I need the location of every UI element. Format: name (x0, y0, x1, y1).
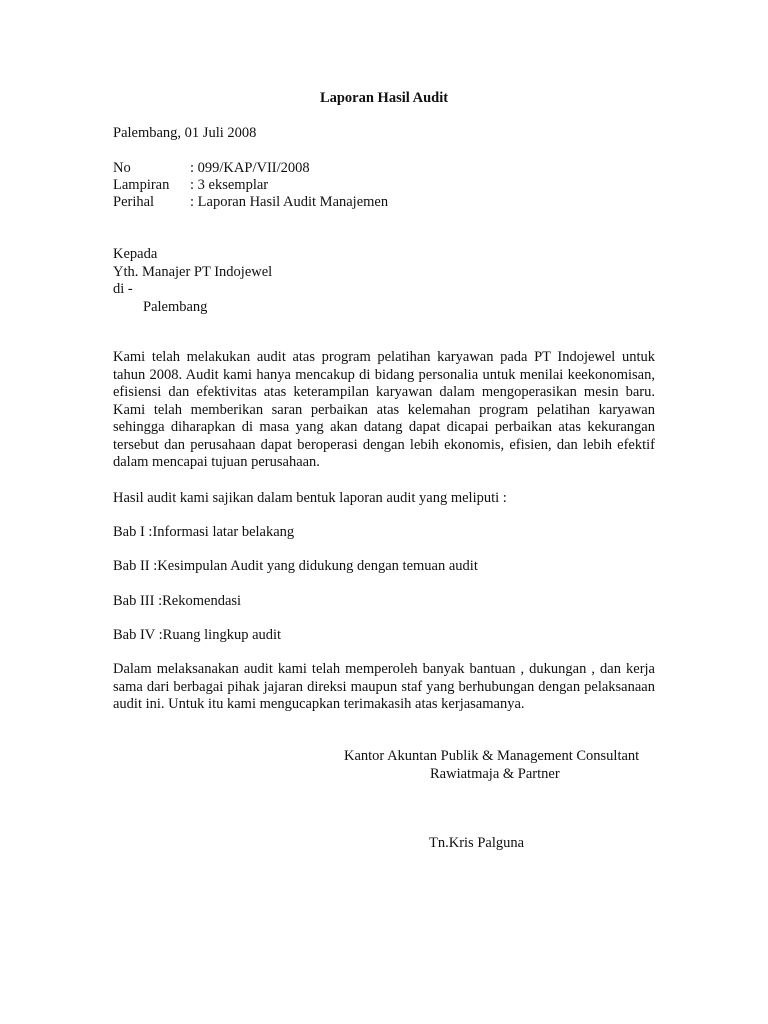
recipient-name: Yth. Manajer PT Indojewel (113, 264, 273, 280)
chapter-item: Bab IV :Ruang lingkup audit (113, 627, 282, 643)
chapter-item: Bab III :Rekomendasi (113, 593, 242, 609)
signature-name: Tn.Kris Palguna (429, 835, 525, 851)
recipient-to: Kepada (113, 246, 158, 262)
recipient-at: di - (113, 281, 133, 297)
body-paragraph-3: Dalam melaksanakan audit kami telah memperoleh banyak bantuan , dukungan , dan kerja sama dari berbagai pihak jajaran direksi maupun staf yang berhubungan dengan pelaksanaan audit ini. Untuk itu kami mengucapkan terimakasih atas kerjasamanya. (113, 661, 655, 712)
reference-attachment-label: Lampiran (113, 177, 170, 193)
recipient-city: Palembang (143, 299, 208, 315)
chapter-item: Bab I :Informasi latar belakang (113, 524, 295, 540)
place-date: Palembang, 01 Juli 2008 (113, 125, 257, 141)
reference-subject-value: : Laporan Hasil Audit Manajemen (190, 194, 389, 210)
reference-no-value: : 099/KAP/VII/2008 (190, 160, 310, 176)
signature-partner: Rawiatmaja & Partner (430, 766, 560, 782)
body-paragraph-2: Hasil audit kami sajikan dalam bentuk laporan audit yang meliputi : (113, 490, 507, 506)
signature-firm: Kantor Akuntan Publik & Management Consultant (344, 748, 640, 764)
chapter-item: Bab II :Kesimpulan Audit yang didukung dengan temuan audit (113, 558, 478, 574)
reference-attachment-value: : 3 eksemplar (190, 177, 269, 193)
reference-no-label: No (113, 160, 131, 176)
reference-subject-label: Perihal (113, 194, 155, 210)
document-title: Laporan Hasil Audit (319, 90, 449, 106)
body-paragraph-1: Kami telah melakukan audit atas program pelatihan karyawan pada PT Indojewel untuk tahun 2008. Audit kami hanya mencakup di bidang personalia untuk menilai keekonomisan, efisiensi dan efektivitas atas keterampilan karyawan dalam mengoperasikan mesin baru. Kami telah memberikan saran perbaikan atas kelemahan program pelatihan karyawan sehingga diharapkan di masa yang akan datang dapat dicapai perbaikan atas kekurangan tersebut dan perusahaan dapat beroperasi dengan lebih ekonomis, efisien, dan lebih efektif dalam mencapai tujuan perusahaan. (113, 349, 655, 470)
